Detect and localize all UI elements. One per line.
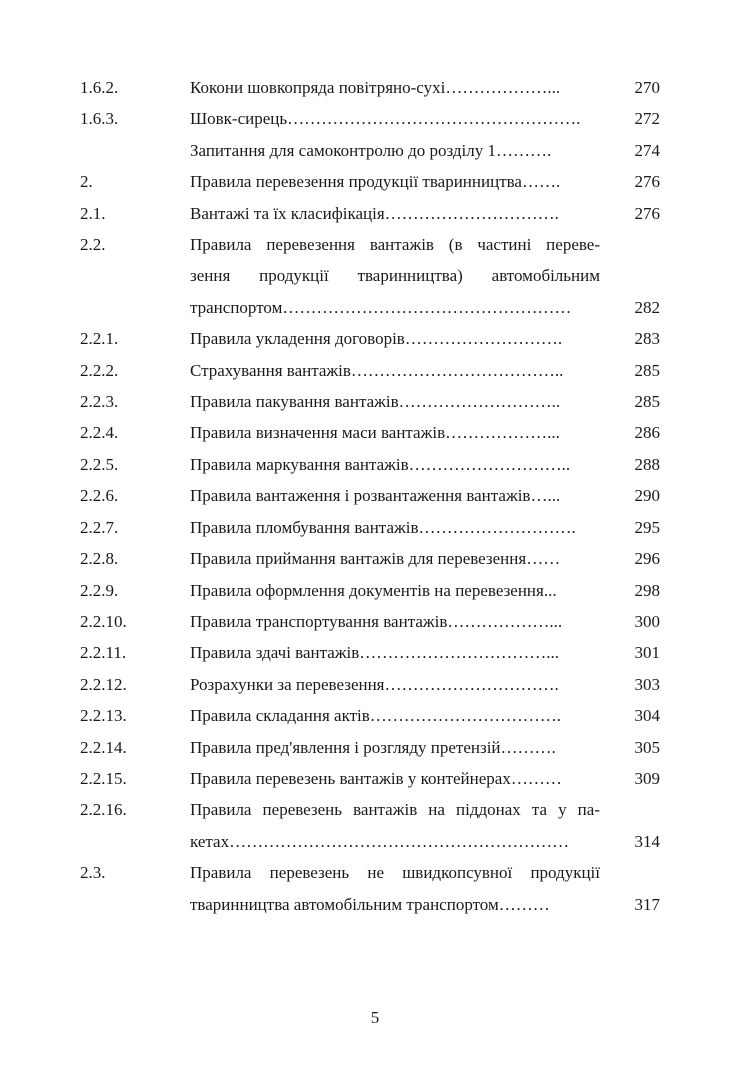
- toc-entry-number: 1.6.2.: [80, 78, 119, 97]
- toc-entry-title-line: Запитання для самоконтролю до розділу 1……….: [190, 140, 552, 160]
- toc-entry-page: 298: [634, 580, 660, 600]
- toc-entry-title: [190, 417, 600, 448]
- toc-entry: [0, 732, 750, 763]
- toc-entry-title: [190, 103, 600, 134]
- toc-entry: [0, 857, 750, 920]
- toc-entry: [0, 386, 750, 417]
- toc-entry-title-line: Правила перевезення продукції тваринництва…….: [190, 172, 561, 192]
- toc-entry: [0, 417, 750, 448]
- toc-entry-page: 290: [634, 486, 660, 506]
- toc-entry-page: 300: [634, 611, 660, 631]
- toc-entry: [0, 637, 750, 668]
- toc-entry-title: [190, 732, 600, 763]
- toc-entry-title-line: Страхування вантажів………………………………..: [190, 360, 564, 380]
- toc-entry: [0, 449, 750, 480]
- toc-entry-page: 304: [634, 706, 660, 726]
- toc-entry-title-line: Правила укладення договорів……………………….: [190, 329, 563, 349]
- toc-entry-page: 274: [634, 140, 660, 160]
- toc-entry-title: [190, 229, 600, 323]
- toc-entry: [0, 669, 750, 700]
- toc-entry-title-line: Правила пломбування вантажів……………………….: [190, 517, 576, 537]
- toc-entry-title-line: Шовк-сирець…………………………………………….: [190, 109, 581, 129]
- toc-entry-title-line: Правила перевезень вантажів на піддонах та у па-: [190, 800, 600, 820]
- toc-entry-title: [190, 166, 600, 197]
- toc-entry-title-line: Правила перевезень не швидкопсувної продукції: [190, 863, 600, 883]
- toc-entry-number: 2.2.15.: [80, 768, 127, 788]
- toc-entry-page: 282: [634, 297, 660, 317]
- toc-entry-page: 285: [634, 392, 660, 412]
- toc-entry-page: 286: [634, 423, 660, 443]
- toc-entry: [0, 543, 750, 574]
- toc-entry-title-line: Правила транспортування вантажів………………...: [190, 611, 563, 631]
- toc-entry-title-line: Правила приймання вантажів для перевезення……: [190, 549, 561, 569]
- toc-entry-page: 272: [634, 109, 660, 129]
- toc-entry-title-line: Вантажі та їх класифікація………………………….: [190, 203, 559, 223]
- toc-entry-page: 301: [634, 643, 660, 663]
- toc-entry-title: [190, 323, 600, 354]
- toc-entry-title-line: Правила перевезення вантажів (в частині переве-: [190, 235, 600, 255]
- toc-entry-number: 2.1.: [80, 203, 106, 223]
- toc-entry-title: [190, 135, 600, 166]
- toc-entry-number: 2.2.8.: [80, 549, 119, 569]
- toc-entry: [0, 606, 750, 637]
- toc-entry-number: 2.2.1.: [80, 329, 119, 349]
- toc-entry-title-line: кетах……………………………………………………: [190, 831, 570, 851]
- toc-entry-number: 2.2.9.: [80, 580, 119, 600]
- toc-entry: [0, 700, 750, 731]
- toc-entry-page: 305: [634, 737, 660, 757]
- toc-entry-number: 2.3.: [80, 863, 106, 883]
- toc-entry-number: 2.2.: [80, 235, 106, 255]
- toc-entry: [0, 166, 750, 197]
- toc-entry-number: 2.2.10.: [80, 611, 127, 631]
- toc-entry-title: [190, 857, 600, 920]
- toc-entry-page: 283: [634, 329, 660, 349]
- toc-entry-title-line: Правила оформлення документів на перевезення...: [190, 580, 557, 600]
- toc-entry-title: [190, 794, 600, 857]
- toc-entry-number: 1.6.3.: [80, 109, 119, 129]
- toc-entry-title-line: Правила визначення маси вантажів………………...: [190, 423, 560, 443]
- toc-entry-number: 2.2.14.: [80, 737, 127, 757]
- toc-entry-page: 317: [634, 894, 660, 914]
- toc-entry-title-line: Розрахунки за перевезення………………………….: [190, 674, 559, 694]
- toc-entry-title-line: тваринництва автомобільним транспортом………: [190, 894, 550, 914]
- toc-entry-title: [190, 700, 600, 731]
- toc-entry-title: [190, 449, 600, 480]
- toc-entry: [0, 575, 750, 606]
- toc-entry: [0, 103, 750, 134]
- toc-entry-number: 2.2.3.: [80, 392, 119, 412]
- toc-entry-number: 2.2.16.: [80, 800, 127, 820]
- toc-entry-number: 2.: [80, 172, 93, 192]
- toc-entry: [0, 135, 750, 166]
- toc-entry-number: 2.2.2.: [80, 360, 119, 380]
- toc-entry-page: 314: [634, 831, 660, 851]
- toc-entry-title: [190, 637, 600, 668]
- page-number: 5: [370, 1008, 380, 1027]
- toc-entry-title: [190, 512, 600, 543]
- toc-entry-number: 2.2.6.: [80, 486, 119, 506]
- toc-entry-title: [190, 669, 600, 700]
- toc-entry: [0, 355, 750, 386]
- toc-entry-number: 2.2.5.: [80, 454, 119, 474]
- toc-entry-page: 276: [634, 172, 660, 192]
- toc-entry-title: [190, 543, 600, 574]
- toc-entry: [0, 480, 750, 511]
- toc-entry-title: [190, 72, 600, 103]
- toc-entry-number: 2.2.7.: [80, 517, 119, 537]
- toc-entry: [0, 198, 750, 229]
- toc-entry-number: 2.2.11.: [80, 643, 127, 663]
- toc-entry-title-line: Правила вантаження і розвантаження вантажів…...: [190, 486, 561, 506]
- toc-entry-title: [190, 386, 600, 417]
- toc-entry-title-line: Правила перевезень вантажів у контейнерах………: [190, 768, 562, 788]
- toc-entry-title: [190, 480, 600, 511]
- toc-entry: [0, 763, 750, 794]
- toc-entry-title-line: зення продукції тваринництва) автомобільним: [190, 266, 600, 286]
- toc-entry: [0, 72, 750, 103]
- toc-entry-title: [190, 763, 600, 794]
- toc-entry-page: 288: [634, 454, 660, 474]
- toc-entry-title-line: Правила складання актів…………………………….: [190, 706, 562, 726]
- toc-entry-title-line: Кокони шовкопряда повітряно-сухі………………...: [190, 78, 561, 97]
- toc-entry-title-line: Правила маркування вантажів………………………..: [190, 454, 571, 474]
- toc-entry-number: 2.2.4.: [80, 423, 119, 443]
- toc-entry-page: 296: [634, 549, 660, 569]
- toc-entry-title-line: транспортом……………………………………………: [190, 297, 572, 317]
- toc-entry-number: 2.2.13.: [80, 706, 127, 726]
- toc-entry-number: 2.2.12.: [80, 674, 127, 694]
- toc-entry-page: 270: [634, 78, 660, 97]
- toc-entry-title-line: Правила здачі вантажів……………………………...: [190, 643, 560, 663]
- toc-entry-title: [190, 575, 600, 606]
- toc-entry-title: [190, 355, 600, 386]
- toc-entry-title-line: Правила пред'явлення і розгляду претензій……….: [190, 737, 556, 757]
- toc-entry: [0, 794, 750, 857]
- toc-entry-page: 309: [634, 768, 660, 788]
- table-of-contents: [0, 72, 750, 920]
- toc-entry: [0, 229, 750, 323]
- toc-entry-title-line: Правила пакування вантажів………………………..: [190, 392, 561, 412]
- toc-entry-page: 295: [634, 517, 660, 537]
- toc-entry-page: 303: [634, 674, 660, 694]
- toc-entry-page: 276: [634, 203, 660, 223]
- toc-entry-title: [190, 198, 600, 229]
- toc-entry: [0, 512, 750, 543]
- toc-entry-page: 285: [634, 360, 660, 380]
- toc-entry-title: [190, 606, 600, 637]
- toc-entry: [0, 323, 750, 354]
